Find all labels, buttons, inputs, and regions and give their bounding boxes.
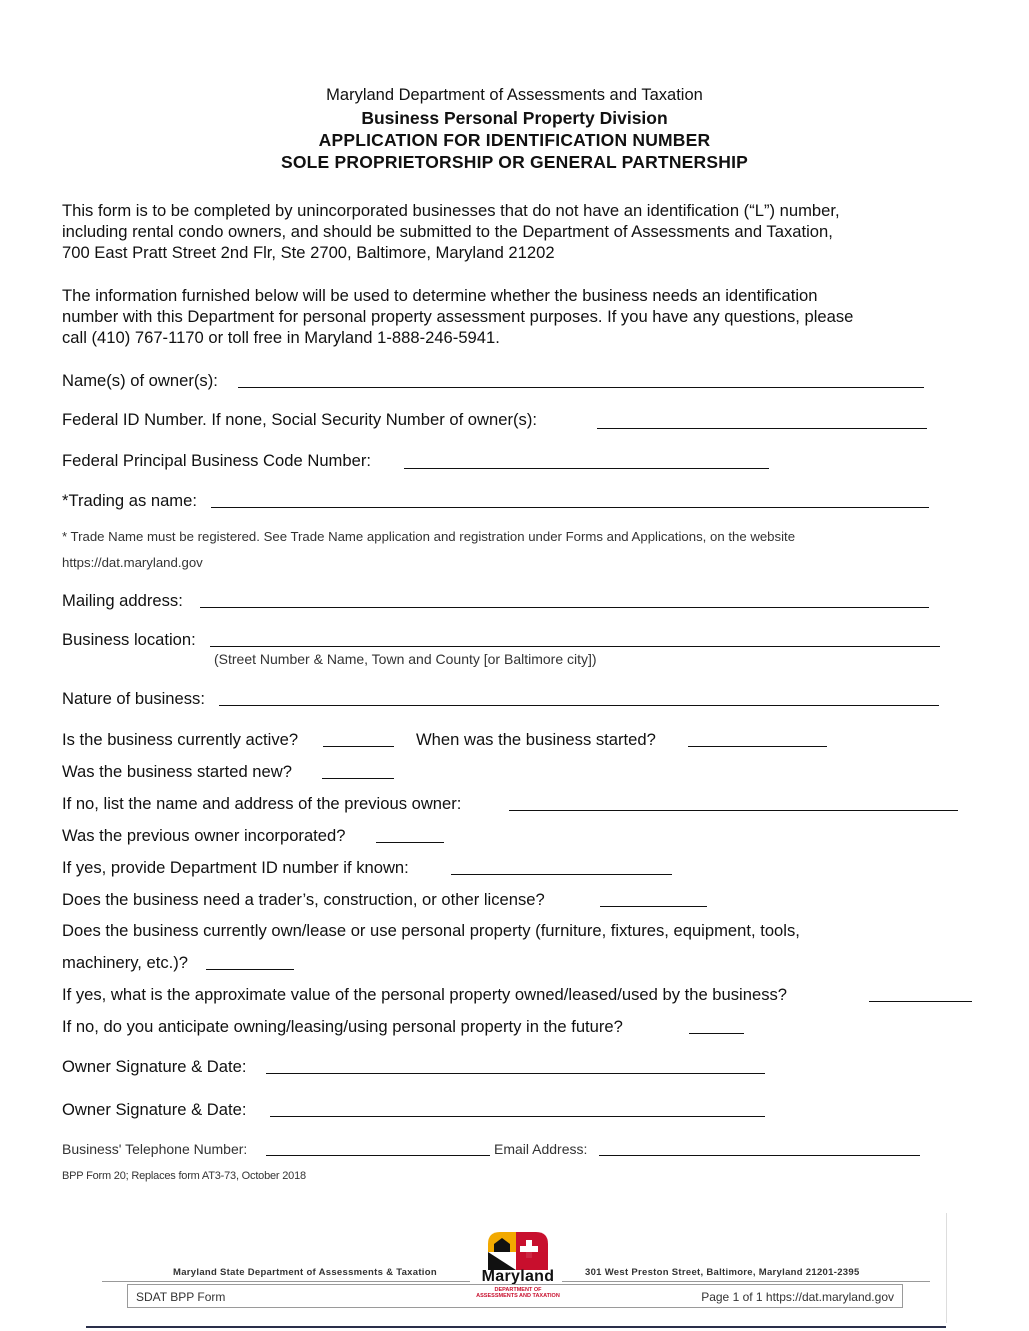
federal-id-label: Federal ID Number. If none, Social Security Number of owner(s):: [62, 410, 537, 429]
email-label: Email Address:: [494, 1141, 588, 1157]
maryland-flag-icon: [470, 1222, 566, 1272]
logo-subtitle-2: ASSESSMENTS AND TAXATION: [476, 1293, 560, 1299]
intro-line: including rental condo owners, and should be submitted to the Department of Assessments and Taxation,: [62, 222, 833, 241]
business-code-label: Federal Principal Business Code Number:: [62, 451, 371, 470]
footer-edge: [946, 1213, 947, 1323]
personal-property-field[interactable]: [206, 969, 294, 970]
trading-as-field[interactable]: [211, 507, 929, 508]
license-field[interactable]: [600, 906, 707, 907]
telephone-label: Business' Telephone Number:: [62, 1141, 248, 1157]
division-name: Business Personal Property Division: [361, 108, 668, 128]
mailing-address-label: Mailing address:: [62, 591, 183, 610]
department-id-field[interactable]: [451, 874, 672, 875]
department-id-label: If yes, provide Department ID number if known:: [62, 858, 409, 877]
prev-incorporated-field[interactable]: [376, 842, 444, 843]
started-when-field[interactable]: [688, 746, 827, 747]
prev-incorporated-label: Was the previous owner incorporated?: [62, 826, 346, 845]
footer-agency-name: Maryland State Department of Assessments & Taxation: [173, 1267, 437, 1278]
nature-of-business-label: Nature of business:: [62, 689, 205, 708]
intro-line: number with this Department for personal property assessment purposes. If you have any questions, please: [62, 307, 854, 326]
trading-as-label: *Trading as name:: [62, 491, 197, 510]
currently-active-label: Is the business currently active?: [62, 730, 299, 749]
approx-value-label: If yes, what is the approximate value of the personal property owned/leased/used by the business?: [62, 985, 788, 1004]
email-field[interactable]: [599, 1155, 920, 1156]
signature-label-1: Owner Signature & Date:: [62, 1057, 247, 1076]
intro-line: call (410) 767-1170 or toll free in Maryland 1-888-246-5941.: [62, 328, 500, 347]
started-new-label: Was the business started new?: [62, 762, 292, 781]
form-title: APPLICATION FOR IDENTIFICATION NUMBER: [318, 130, 711, 150]
started-when-label: When was the business started?: [416, 730, 656, 749]
form-id: BPP Form 20; Replaces form AT3-73, October 2018: [62, 1170, 306, 1182]
trade-name-note: * Trade Name must be registered. See Trade Name application and registration under Forms and Applications, on the website: [62, 529, 796, 544]
footer-rule-left: [102, 1281, 470, 1282]
anticipate-field[interactable]: [689, 1033, 744, 1034]
business-location-label: Business location:: [62, 630, 196, 649]
footer-page-info: Page 1 of 1 https://dat.maryland.gov: [701, 1290, 894, 1304]
signature-label-2: Owner Signature & Date:: [62, 1100, 247, 1119]
signature-field-2[interactable]: [270, 1116, 765, 1117]
logo-subtitle-1: DEPARTMENT OF: [494, 1287, 542, 1293]
mailing-address-field[interactable]: [200, 607, 929, 608]
intro-paragraph-2: [62, 285, 853, 348]
business-location-field[interactable]: [210, 646, 940, 647]
approx-value-field[interactable]: [869, 1001, 972, 1002]
footer-address: 301 West Preston Street, Baltimore, Maryland 21201-2395: [585, 1267, 860, 1278]
owners-label: Name(s) of owner(s):: [62, 371, 218, 390]
previous-owner-label: If no, list the name and address of the previous owner:: [62, 794, 462, 813]
footer-bottom-rule: [86, 1326, 946, 1328]
started-new-field[interactable]: [322, 778, 394, 779]
currently-active-field[interactable]: [323, 746, 394, 747]
intro-line: The information furnished below will be used to determine whether the business needs an identification: [62, 286, 818, 305]
form-subtitle: SOLE PROPRIETORSHIP OR GENERAL PARTNERSHIP: [280, 152, 749, 172]
footer-form-name: SDAT BPP Form: [136, 1290, 226, 1304]
license-label: Does the business need a trader’s, construction, or other license?: [62, 890, 545, 909]
footer-rule-right: [562, 1281, 930, 1282]
intro-paragraph-1: [62, 200, 840, 263]
owners-field[interactable]: [238, 387, 924, 388]
business-location-hint: (Street Number & Name, Town and County [or Baltimore city]): [214, 651, 597, 667]
trade-name-website: https://dat.maryland.gov: [62, 555, 203, 570]
business-code-field[interactable]: [404, 468, 769, 469]
telephone-field[interactable]: [266, 1155, 490, 1156]
personal-property-label-cont: machinery, etc.)?: [62, 953, 189, 972]
intro-line: This form is to be completed by unincorporated businesses that do not have an identification (“L”) number,: [62, 201, 840, 220]
signature-field-1[interactable]: [266, 1073, 765, 1074]
logo-wordmark: Maryland: [481, 1268, 555, 1285]
anticipate-label: If no, do you anticipate owning/leasing/using personal property in the future?: [62, 1017, 623, 1036]
nature-of-business-field[interactable]: [219, 705, 939, 706]
federal-id-field[interactable]: [597, 428, 927, 429]
agency-name: Maryland Department of Assessments and Taxation: [326, 86, 703, 104]
footer-box: [127, 1284, 903, 1308]
personal-property-label: Does the business currently own/lease or use personal property (furniture, fixtures, equipment, tools,: [62, 921, 800, 940]
intro-line: 700 East Pratt Street 2nd Flr, Ste 2700, Baltimore, Maryland 21202: [62, 243, 555, 262]
previous-owner-field[interactable]: [509, 810, 958, 811]
